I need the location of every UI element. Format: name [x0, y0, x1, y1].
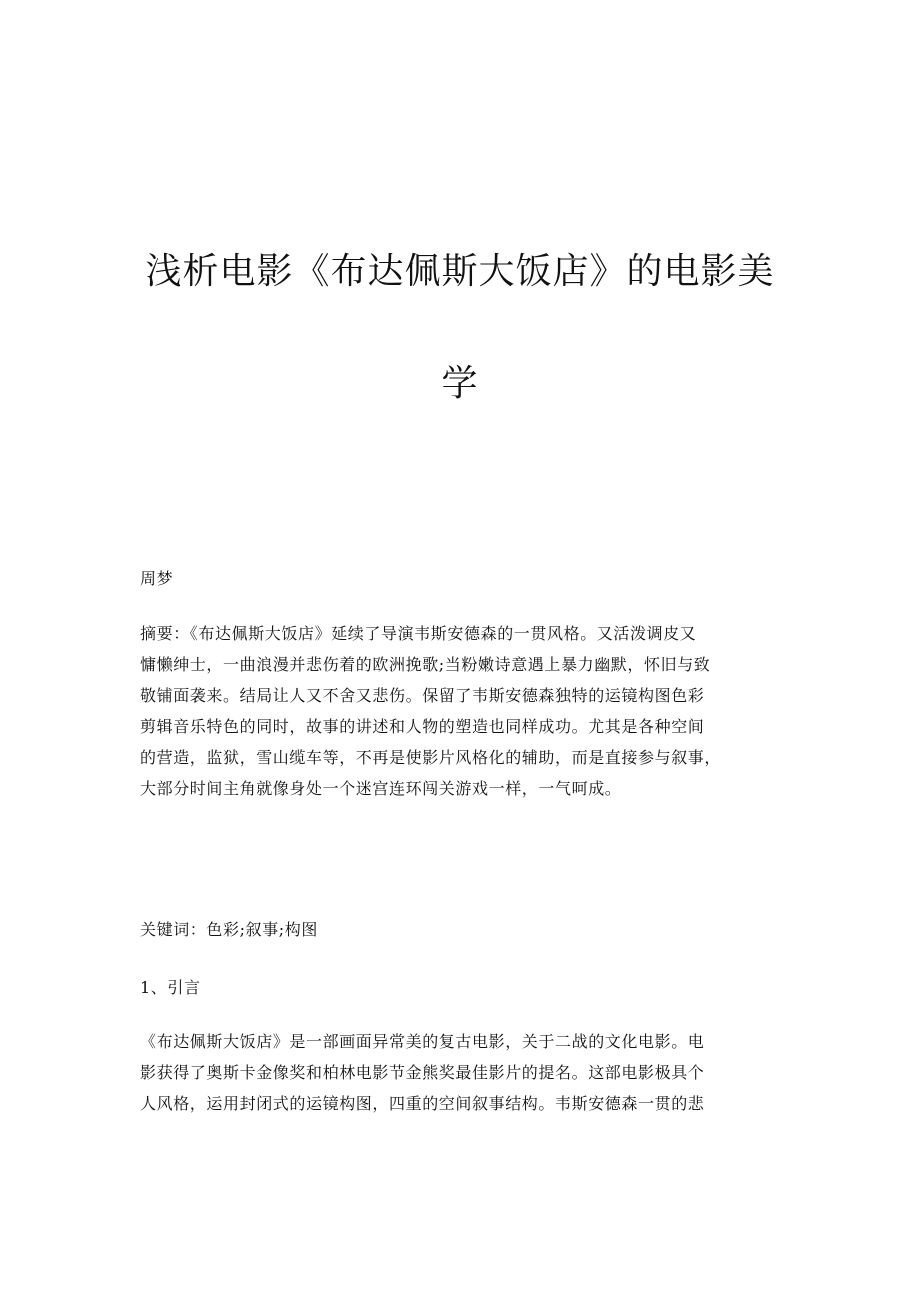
paper-title: [120, 216, 800, 440]
keywords-line: 关键词：色彩;叙事;构图: [140, 920, 318, 939]
intro-line: 《布达佩斯大饭店》是一部画面异常美的复古电影，关于二战的文化电影。电: [140, 1032, 705, 1051]
abstract-paragraph: [140, 618, 780, 804]
author-name: 周梦: [140, 569, 174, 588]
abstract-line: 大部分时间主角就像身处一个迷宫连环闯关游戏一样，一气呵成。: [140, 779, 622, 798]
title-line: 学: [441, 363, 479, 404]
abstract-line: 的营造，监狱，雪山缆车等，不再是使影片风格化的辅助，而是直接参与叙事，: [140, 748, 722, 767]
abstract-line: 剪辑音乐特色的同时，故事的讲述和人物的塑造也同样成功。尤其是各种空间: [140, 717, 705, 736]
abstract-line: 慵懒绅士，一曲浪漫并悲伤着的欧洲挽歌;当粉嫩诗意遇上暴力幽默，怀旧与致: [140, 655, 711, 674]
intro-paragraph: [140, 1026, 780, 1119]
section-heading: 1、引言: [140, 978, 201, 997]
abstract-line: 摘要：《布达佩斯大饭店》延续了导演韦斯安德森的一贯风格。又活泼调皮又: [140, 624, 697, 643]
intro-line: 人风格，运用封闭式的运镜构图，四重的空间叙事结构。韦斯安德森一贯的悲: [140, 1094, 705, 1113]
title-line: 浅析电影《布达佩斯大饭店》的电影美: [145, 251, 775, 292]
intro-line: 影获得了奥斯卡金像奖和柏林电影节金熊奖最佳影片的提名。这部电影极具个: [140, 1063, 705, 1082]
abstract-line: 敬铺面袭来。结局让人又不舍又悲伤。保留了韦斯安德森独特的运镜构图色彩: [140, 686, 705, 705]
